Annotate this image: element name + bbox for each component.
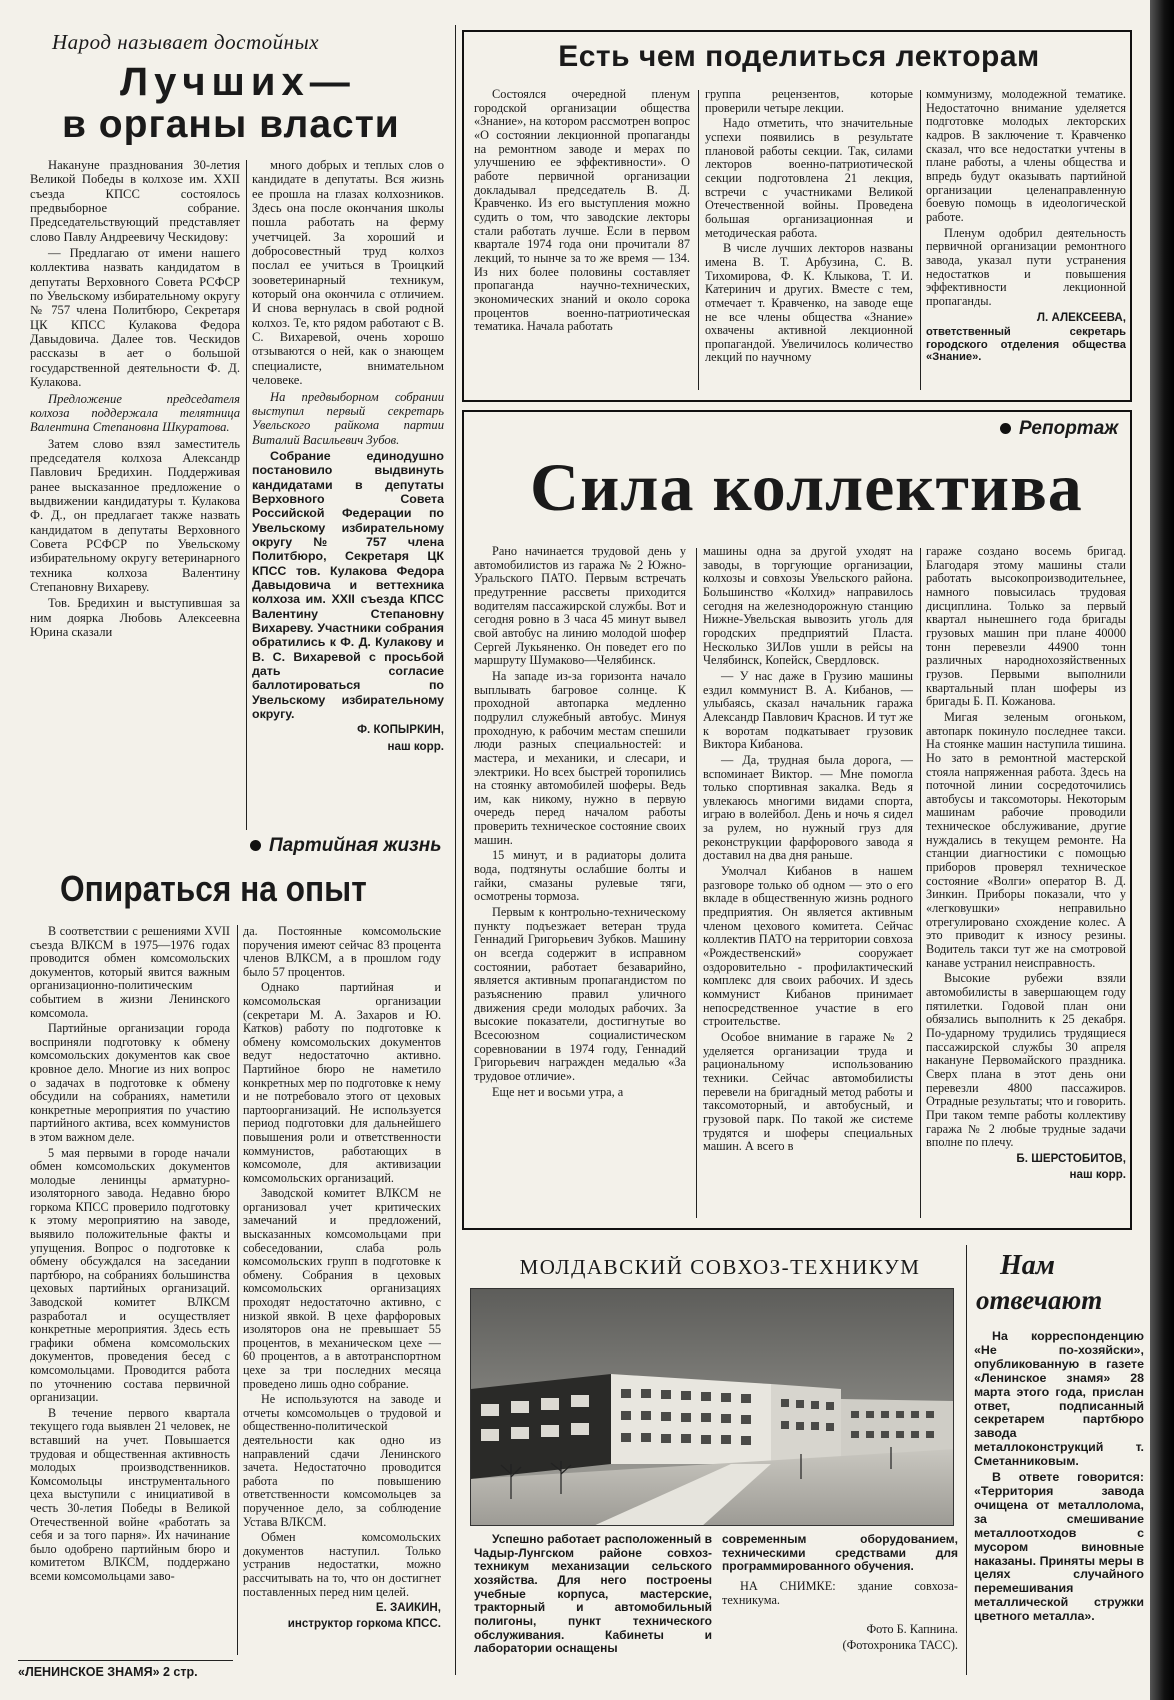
article4-title: Сила коллектива <box>530 449 1083 525</box>
article3-author: Л. АЛЕКСЕЕВА, <box>1036 310 1126 324</box>
article1-paragraph: Накануне празднования 30-летия Великой Победы в колхозе им. XXII съезда КПСС состоялось предвыборное собрание. Председательствующий представляет слово Павлу Андреевичу Ческидову: <box>30 158 240 244</box>
article5-caption: НА СНИМКЕ: здание совхоза-техникума. <box>722 1578 958 1607</box>
article3-author-role: ответственный секретарь городского отделения общества «Знание». <box>926 326 1126 364</box>
article4-paragraph: машины одна за другой уходят на заводы, в торгующие организации, колхозы и совхозы Увельского района. Большинство «Колхид» направилось сегодня на железнодорожную станцию Нижне-Увельская вывозить уголь для городских предприятий Пласта. Несколько ЗИЛов ушли в рейсы на Челябинск, Копейск, Свердловск. <box>703 545 913 668</box>
column-divider <box>920 548 921 1218</box>
article4-column-3 <box>926 545 1126 1225</box>
article4-paragraph: Рано начинается трудовой день у автомобилистов из гаража № 2 Южно-Уральского ПАТО. Первым встречать предутренние рассветы приходится водителям пассажирской службы. Вот и сегодня ровно в 3 часа 45 минут вывел свой автобус на линию молодой шофер Сергей Лукьяненко. Он поведет его по маршруту Шумаково—Челябинск. <box>474 545 686 668</box>
article6-paragraph: В ответе говорится: «Территория завода очищена от металлолома, за смешивание металлоотходов с мусором виновные наказаны. Приняты меры в целях случайного перемешивания металлической стружки цветного металла». <box>974 1470 1144 1624</box>
article2-paragraph: В течение первого квартала текущего года выявлен 21 человек, не вставший на учет. Повышается трудовая и общественная активность молодых производственников. Комсомольцы инструментального цеха выступили с инициативой в честь 30-летия Победы в Великой Отечественной войне «работать за себя и за того парня». Их начинание было одобрено партийным бюро и комитетом ВЛКСМ, поддержано всеми комсомольцами заво- <box>30 1405 230 1583</box>
article4-column-2 <box>703 545 913 1225</box>
article4-paragraph: 15 минут, и в радиаторы долита вода, подтянуты ослабшие болты и гайки, смазаны рулевые тяги, осмотрены тормоза. <box>474 848 686 904</box>
article4-rubric <box>1000 418 1118 440</box>
article4-paragraph: Высокие рубежи взяли автомобилисты в завершающем году пятилетки. Годовой план они обязались выполнить к 25 декабря. По-ударному трудились трудящиеся пассажирской службы 30 апреля накануне Первомайского праздника. Сверх плана в этот день они перевезли 4800 пассажиров. Отрадные результаты; что и говорить. При таком темпе работы коллективу гаража № 2 любые трудные задачи вполне по плечу. <box>926 971 1126 1150</box>
article3-paragraph: Пленум одобрил деятельность первичной организации ремонтного завода, указал пути устранения недостатков и повышения эффективности лекционной пропаганды. <box>926 225 1126 308</box>
article5-column-1 <box>474 1533 712 1673</box>
column-divider <box>237 925 238 1655</box>
article1-author: Ф. КОПЫРКИН, <box>357 723 444 737</box>
article2-rubric-label: Партийная жизнь <box>269 835 442 856</box>
article3-column-1 <box>474 88 690 393</box>
column-divider <box>920 90 921 390</box>
article6-title-line2: отвечают <box>976 1285 1103 1315</box>
article2-paragraph: Однако партийная и комсомольская организации (секретари М. А. Захаров и Ю. Катков) работу по подготовке к обмену комсомольских документов ведут недостаточно активно. Партийное бюро не наметило конкретных мер по подготовке к нему и не потребовало этого от цеховых партоорганизаций. Не используется период подготовки для дальнейшего повышения роли и ответственности коммунистов, работающих в комсомоле, для активизации комсомольских организаций. <box>243 980 441 1185</box>
article2-paragraph: да. Постоянные комсомольские поручения имеют сейчас 83 процента членов ВЛКСМ, а в прошлом году было 57 процентов. <box>243 925 441 979</box>
article4-paragraph: гараже создано восемь бригад. Благодаря этому машины стали работать высокопроизводительнее, намного повысилась трудовая дисциплина. Только за первый квартал нынешнего года бригады грузовых машин при плане 40000 тонн перевезли 44900 тонн различных народнохозяйственных грузов. Первыми выполнили квартальный план шоферы из бригады Б. П. Кожанова. <box>926 545 1126 709</box>
building-photo-icon <box>471 1289 954 1526</box>
column-divider <box>698 90 699 390</box>
article3-column-2 <box>705 88 913 393</box>
article6-column <box>974 1330 1144 1670</box>
article1-column-2 <box>252 158 444 838</box>
article2-paragraph: Заводской комитет ВЛКСМ не организовал учет критических замечаний и предложений, высказанных комсомольцами при собеседовании, слаба роль комсомольских групп в подготовке к обмену. Собрания в цеховых комсомольских организациях проходят недостаточно активно, с низкой явкой. В цехе фарфоровых изоляторов она не превышает 55 процентов, в механическом цехе — 60 процентов, а в автотранспортном цехе за три последних месяца проведено лишь одно собрание. <box>243 1186 441 1391</box>
article4-author-role: наш корр. <box>1069 1167 1126 1181</box>
article2-paragraph: 5 мая первыми в городе начали обмен комсомольских документов молодые ленинцы арматурно-изоляторного завода. Недавно бюро горкома КПСС проверило подготовку к этому мероприятию на заводе, выявило положительные факты и упущения. Вопрос о подготовке к обмену обсуждался на заседании партбюро, на собраниях большинства цеховых партийных организаций. Заводской комитет ВЛКСМ разработал и осуществляет конкретные мероприятия. Здесь есть графики обмена комсомольских документов, проведения бесед с комсомольцами. Проводится работа по уточнению состава первичной организации. <box>30 1145 230 1405</box>
article4-paragraph: Умолчал Кибанов в нашем разговоре только об одном — это о его вкладе в общественную жизнь родного предприятия. Он является активным членом цехового комитета. Сейчас коллектив ПАТО на территории совхоза «Рождественский» сооружает оздоровительно - профилактический комплекс для своих рабочих. И здесь коммунист Кибанов принимает непосредственное участие в его строительстве. <box>703 864 913 1029</box>
article2-paragraph: В соответствии с решениями XVII съезда ВЛКСМ в 1975—1976 годах проводится обмен комсомольских документов, который явится важным организационно-политическим событием в жизни Ленинского комсомола. <box>30 925 230 1020</box>
bullet-icon <box>250 840 261 851</box>
article1-author-role: наш корр. <box>387 739 444 753</box>
article4-paragraph: На западе из-за горизонта начало выплывать багровое солнце. К проходной автопарка медленно подрулил служебный автобус. Минуя проходную, к рабочим местам спешили люди разных специальностей: и мастера, и механики, и слесари, и электрики. Но всех быстрей торопились на стоянку автомобилей шоферы. Ведь им, как никому, нужно в первую очередь перед началом работы проверить техническое состояние своих машин. <box>474 668 686 847</box>
article5-paragraph: Успешно работает расположенный в Чадыр-Лунгском районе совхоз-техникум механизации сельского хозяйства. Для него построены учебные корпуса, мастерские, тракторный и автомобильный полигоны, пункт технического обслуживания. Кабинеты и лаборатории оснащены <box>474 1533 712 1656</box>
article5-credit: Фото Б. Капнина. <box>866 1622 958 1637</box>
article1-paragraph: Собрание единодушно постановило выдвинуть кандидатами в депутаты Верховного Совета Российской Федерации по Увельскому избирательному округу № 757 члена Политбюро, Секретаря ЦК КПСС тов. Кулакова Федора Давыдовича и веттехника колхоза им. XXII съезда КПСС Валентину Степановну Вихареву. Участники собрания обратились к Ф. Д. Кулакову и В. С. Вихаревой с просьбой дать согласие баллотироваться по Увельскому избирательному округу. <box>252 448 444 722</box>
page-edge-shadow <box>1150 0 1174 1700</box>
article4-rubric-label: Репортаж <box>1019 418 1119 439</box>
article5-paragraph: современным оборудованием, техническими средствами для программированного обучения. <box>722 1533 958 1574</box>
article2-column-1 <box>30 925 230 1665</box>
building-photo <box>470 1288 954 1526</box>
article4-paragraph: Особое внимание в гараже № 2 уделяется организации труда и рациональному использованию техники. Сейчас автомобилисты перевели на бригадный метод работы и таксомоторный, и автобусный, и грузовой парк. По такой же системе трудятся и шоферы специальных машин. А всего в <box>703 1029 913 1154</box>
article1-paragraph: Затем слово взял заместитель председателя колхоза Александр Павлович Бредихин. Поддерживая ранее высказанное предложение о выдвижении кандидатуры т. Кулакова Ф. Д., он предлагает также назвать кандидатом в депутаты Верховного Совета РСФСР по Увельскому избирательному округу ветеринарного техника колхоза Валентину Степановну Вихареву. <box>30 436 240 594</box>
article5-credit: (Фотохроника ТАСС). <box>842 1637 958 1652</box>
article1-paragraph: Предложение председателя колхоза поддержала телятница Валентина Степановна Шкуратова. <box>30 391 240 435</box>
page-footer: «ЛЕНИНСКОЕ ЗНАМЯ» 2 стр. <box>18 1665 198 1679</box>
article4-paragraph: Еще нет и восьми утра, а <box>492 1084 624 1099</box>
article2-column-2 <box>243 925 441 1680</box>
article5-column-2 <box>722 1533 958 1673</box>
footer-rule <box>18 1660 233 1661</box>
article3-column-3 <box>926 88 1126 398</box>
article1-title-line1: Лучших— <box>120 60 356 104</box>
article1-title-line2: в органы власти <box>62 103 400 146</box>
article2-paragraph: Партийные организации города восприняли подготовку к обмену комсомольских документов как свое кровное дело. Многие из них вопрос о задачах в подготовке к обмену обсудили на собраниях, наметили конкретные мероприятия по участию партийного актива, всех коммунистов в этом важном деле. <box>30 1021 230 1144</box>
article4-paragraph: Первым к контрольно-техническому пункту подъезжает ветеран труда Геннадий Григорьевич Зубков. Машину он всегда содержит в исправном состоянии, работает безаварийно, является активным пропагандистом по разъяснению правил уличного движения среди молодых рабочих. За высокие показатели, достигнутые во Всесоюзном социалистическом соревновании в 1974 году, Геннадий Григорьевич награжден медалью «За трудовое отличие». <box>474 905 686 1083</box>
article1-paragraph: На предвыборном собрании выступил первый секретарь Увельского райкома партии Виталий Васильевич Зубов. <box>252 389 444 447</box>
article1-paragraph: много добрых и теплых слов о кандидате в депутаты. Вся жизнь ее прошла на глазах колхозников. Здесь она после окончания школы пошла работать на ферму учетчицей. За хороший и добросовестный труд колхоз послал ее учиться в Троицкий зооветеринарный техникум, который она окончила с отличием. И снова вернулась в свой родной колхоз. Те, кто рядом работают с В. С. Вихаревой, очень хорошо отзываются о ней, как о знающем специалисте, внимательном человеке. <box>252 158 444 388</box>
article2-rubric <box>250 835 442 857</box>
column-divider <box>696 548 697 1218</box>
article4-paragraph: Мигая зеленым огоньком, автопарк покинуло последнее такси. На стоянке машин наступила тишина. Но зато в ремонтной мастерской стояла напряженная работа. Здесь на поточной линии сосредоточились автобусы и таксомоторы. Некоторым машинам рабочие проводили техническое обслуживание, другие нуждались в текущем ремонте. На станции диагностики с помощью приборов проверял техническое состояние «Волги» оператор В. Д. Зинкин. Приборы показали, что у «легковушки» неправильно отрегулировано схождение колес. А это приводит к износу резины. Водитель такси тут же на смотровой канаве устранил неисправность. <box>926 709 1126 970</box>
article4-paragraph: — У нас даже в Грузию машины ездил коммунист В. А. Кибанов, — улыбаясь, сказал начальник гаража Александр Павлович Краснов. И тут же к воротам подкатывает грузовик Виктора Кибанова. <box>703 668 913 752</box>
article6-paragraph: На корреспонденцию «Не по-хозяйски», опубликованную в газете «Ленинское знамя» 28 марта этого года, прислан ответ, подписанный секретарем партбюро завода металлоконструкций т. Сметанниковым. <box>974 1330 1144 1469</box>
article2-title: Опираться на опыт <box>60 868 367 909</box>
article1-paragraph: Тов. Бредихин и выступившая за ним доярка Любовь Алексеевна Юрина сказали <box>30 596 240 639</box>
article1-paragraph: — Предлагаю от имени нашего коллектива назвать кандидатом в депутаты Верховного Совета РСФСР по Увельскому избирательному округу № 757 члена Политбюро, Секретаря ЦК КПСС Кулакова Федора Давыдовича. Далее тов. Ческидов рассказы в ает о большой государственной деятельности Ф. Д. Кулакова. <box>30 246 240 390</box>
column-divider <box>966 1245 967 1675</box>
article3-paragraph: группа рецензентов, которые проверили четыре лекции. <box>705 88 913 115</box>
article2-paragraph: Не используются на заводе и отчеты комсомольцев о трудовой и общественно-политической деятельности как одно из направлений сдачи Ленинского зачета. Недостаточно проводится работа по повышению ответственности комсомольцев за порученное дело, за соблюдение Устава ВЛКСМ. <box>243 1392 441 1529</box>
article3-paragraph: Состоялся очередной пленум городской организации общества «Знание», на котором рассмотрен вопрос «О состоянии лекционной пропаганды на ремонтном заводе и мерах по улучшению ее эффективности». О работе первичной организации докладывал председатель В. Д. Кравченко. Из его выступления можно судить о том, что заводские лекторы стали работать лучше. Если в первом квартале 1974 года они прочитали 87 лекций, то нынче за то же время — 134. Из них более половины составляет пропаганда научно-технических, экономических знаний и около сорока процентов военно-патриотическая тематика. Начала работать <box>474 88 690 334</box>
article3-paragraph: коммунизму, молодежной тематике. Недостаточно внимание уделяется подготовке молодых лекторских кадров. В заключение т. Кравченко сказал, что все недостатки учтены в плане работы, а члены общества и впредь будут оказывать партийной организации целенаправленную боевую помощь в идеологической работе. <box>926 88 1126 224</box>
column-divider <box>246 160 247 830</box>
article1-kicker: Народ называет достойных <box>52 30 320 54</box>
article6-title-line1: Нам <box>1000 1250 1055 1281</box>
bullet-icon <box>1000 423 1011 434</box>
page-section-divider <box>455 25 456 1675</box>
article4-column-1 <box>474 545 686 1225</box>
article3-paragraph: Надо отметить, что значительные успехи появились в результате плановой работы секции. Так, силами лекторов военно-патриотической секции подготовлена 21 лекция, встречи с участниками Великой Отечественной войны. Проведена большая организационная и методическая работа. <box>705 116 913 240</box>
article3-title: Есть чем поделиться лекторам <box>558 40 1040 73</box>
article4-author: Б. ШЕРСТОБИТОВ, <box>1016 1151 1126 1165</box>
article5-title: МОЛДАВСКИЙ СОВХОЗ-ТЕХНИКУМ <box>519 1255 921 1279</box>
article2-paragraph: Обмен комсомольских документов наступил. Только устранив недостатки, можно рассчитывать на то, что он достигнет поставленных перед ним целей. <box>243 1530 441 1599</box>
article2-author: Е. ЗАИКИН, <box>375 1601 441 1615</box>
article3-paragraph: В числе лучших лекторов названы имена В. Т. Арбузина, С. В. Тихомирова, Ф. К. Клыкова, Т. И. Катеринич и других. Вместе с тем, отмечает т. Кравченко, на заводе еще не все члены общества «Знание» охвачены активной лекционной пропагандой. Увеличилось количество лекций по научному <box>705 241 913 365</box>
article1-column-1 <box>30 158 240 838</box>
article4-paragraph: — Да, трудная была дорога, — вспоминает Виктор. — Мне помогла только спортивная закалка. Ведь я увлекаюсь многими видами спорта, играю в волейбол. День и ночь я сидел за рулем, но нужный груз для реконструкции фарфорового завода я доставил на два дня раньше. <box>703 752 913 863</box>
article2-author-role: инструктор горкома КПСС. <box>287 1616 441 1630</box>
